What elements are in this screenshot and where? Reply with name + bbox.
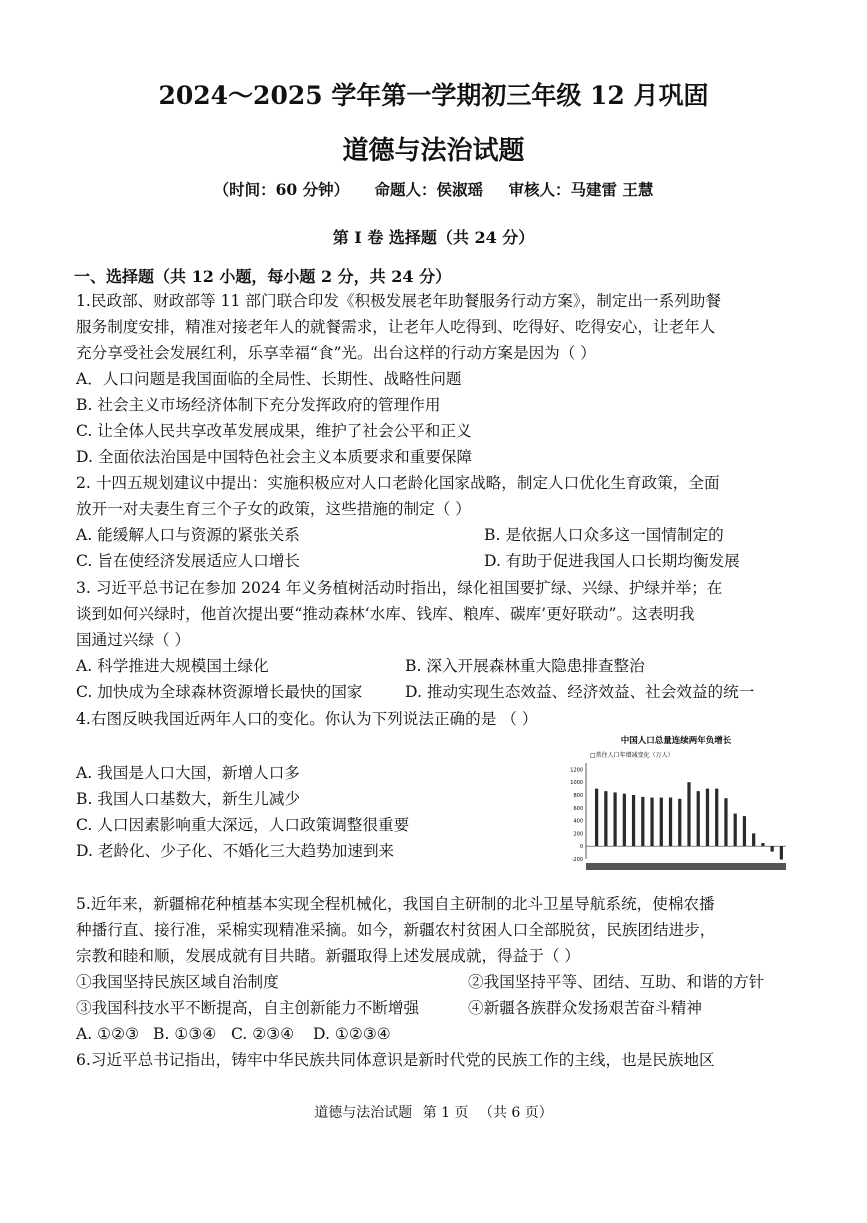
q4-stem-line: 4.右图反映我国近两年人口的变化。你认为下列说法正确的是 （ ）	[76, 710, 538, 728]
q3-option-c: C. 加快成为全球森林资源增长最快的国家	[76, 683, 363, 701]
q4-option-c: C. 人口因素影响重大深远，人口政策调整很重要	[76, 816, 410, 834]
q5-item-4: ④新疆各族群众发扬艰苦奋斗精神	[468, 999, 702, 1017]
chart-bar	[641, 797, 644, 846]
q1-stem-line: 服务制度安排，精准对接老年人的就餐需求，让老年人吃得到、吃得好、吃得安心，让老年人	[76, 318, 716, 336]
q3-option-d: D. 推动实现生态效益、经济效益、社会效益的统一	[405, 683, 755, 701]
q5-option-c: C. ②③④	[231, 1025, 295, 1043]
q3-stem-line: 谈到如何兴绿时，他首次提出要“推动森林‘水库、钱库、粮库、碳库’更好联动”。这表明我	[76, 605, 695, 623]
q5-option-a: A. ①②③	[76, 1025, 140, 1043]
chart-bar	[743, 816, 746, 846]
q3-stem-line: 国通过兴绿（ ）	[76, 631, 191, 649]
subject-title: 道德与法治试题	[342, 136, 525, 166]
chart-y-tick-label: 800	[573, 793, 583, 799]
chart-bar	[706, 789, 709, 847]
footer-subject: 道德与法治试题	[314, 1105, 413, 1121]
population-chart-svg	[560, 733, 792, 875]
q5-option-b: B. ①③④	[153, 1025, 217, 1043]
q1-stem-line: 充分享受社会发展红利，乐享幸福“食”光。出台这样的行动方案是因为（ ）	[76, 344, 596, 362]
chart-bar	[604, 791, 607, 846]
q2-option-c: C. 旨在使经济发展适应人口增长	[76, 552, 301, 570]
volume-heading: 第 I 卷 选择题（共 24 分）	[332, 228, 535, 247]
q5-option-d: D. ①②③④	[313, 1025, 391, 1043]
q4-option-b: B. 我国人口基数大，新生儿减少	[76, 790, 301, 808]
q1-option-c: C. 让全体人民共享改革发展成果，维护了社会公平和正义	[76, 422, 472, 440]
chart-bar	[771, 846, 774, 851]
chart-bar	[595, 789, 598, 847]
q5-stem-line: 5.近年来，新疆棉花种植基本实现全程机械化，我国自主研制的北斗卫星导航系统，使棉农播	[76, 895, 715, 913]
exam-reviewer: 审核人：马建雷 王慧	[508, 180, 654, 199]
chart-subtitle: □常住人口年增减变化（万人）	[590, 752, 674, 759]
chart-bar	[660, 798, 663, 847]
q4-option-a: A. 我国是人口大国，新增人口多	[76, 764, 300, 782]
exam-title: 2024～2025 学年第一学期初三年级 12 月巩固	[158, 81, 709, 110]
q1-option-d: D. 全面依法治国是中国特色社会主义本质要求和重要保障	[76, 448, 473, 466]
exam-time: （时间：60 分钟）	[213, 180, 350, 199]
chart-bar	[678, 799, 681, 846]
chart-y-tick-label: -200	[571, 857, 583, 863]
q2-option-a: A. 能缓解人口与资源的紧张关系	[76, 526, 300, 544]
chart-bar	[715, 789, 718, 847]
footer-total: （共 6 页）	[478, 1105, 553, 1121]
q3-option-a: A. 科学推进大规模国土绿化	[76, 657, 269, 675]
chart-bar	[761, 843, 764, 846]
chart-y-tick-label: 1000	[570, 780, 583, 787]
q3-stem-line: 3. 习近平总书记在参加 2024 年义务植树活动时指出，绿化祖国要扩绿、兴绿、护绿并举；在	[76, 579, 723, 597]
chart-bar	[734, 814, 737, 847]
chart-bar	[780, 846, 783, 859]
exam-author: 命题人：侯淑瑶	[374, 180, 484, 199]
chart-bar	[650, 798, 653, 847]
chart-bar	[697, 791, 700, 846]
q5-item-1: ①我国坚持民族区域自治制度	[76, 973, 279, 991]
chart-bar	[687, 782, 690, 846]
chart-y-tick-label: 0	[579, 844, 583, 851]
chart-bar	[752, 833, 755, 846]
chart-bar	[632, 795, 635, 846]
chart-x-label-band	[586, 863, 786, 870]
chart-title: 中国人口总量连续两年负增长	[620, 736, 732, 746]
chart-y-tick-label: 200	[573, 831, 583, 838]
page-footer	[0, 1102, 867, 1122]
chart-bar	[669, 798, 672, 847]
q2-stem-line: 2. 十四五规划建议中提出：实施积极应对人口老龄化国家战略，制定人口优化生育政策，全面	[76, 474, 720, 492]
chart-y-tick-label: 1200	[570, 767, 583, 774]
q5-item-2: ②我国坚持平等、团结、互助、和谐的方针	[468, 973, 765, 991]
q1-stem-line: 1.民政部、财政部等 11 部门联合印发《积极发展老年助餐服务行动方案》，制定出一系列助餐	[76, 292, 721, 310]
chart-bar	[623, 794, 626, 846]
q5-stem-line: 宗教和睦和顺，发展成就有目共睹。新疆取得上述发展成就，得益于（ ）	[76, 947, 580, 965]
q4-option-d: D. 老龄化、少子化、不婚化三大趋势加速到来	[76, 842, 395, 860]
exam-meta	[0, 178, 867, 200]
q5-item-3: ③我国科技水平不断提高，自主创新能力不断增强	[76, 999, 420, 1017]
chart-y-tick-label: 400	[573, 818, 583, 825]
q2-option-d: D. 有助于促进我国人口长期均衡发展	[484, 552, 740, 570]
chart-bar	[724, 798, 727, 846]
chart-y-tick-label: 600	[573, 805, 583, 812]
q3-option-b: B. 深入开展森林重大隐患排查整治	[405, 657, 645, 675]
q2-option-b: B. 是依据人口众多这一国情制定的	[484, 526, 724, 544]
q1-option-b: B. 社会主义市场经济体制下充分发挥政府的管理作用	[76, 396, 441, 414]
population-chart	[560, 733, 792, 875]
chart-bar	[613, 792, 616, 846]
q6-stem-line: 6.习近平总书记指出，铸牢中华民族共同体意识是新时代党的民族工作的主线，也是民族地区	[76, 1051, 715, 1069]
footer-page: 第 1 页	[422, 1105, 469, 1121]
q1-option-a: A．人口问题是我国面临的全局性、长期性、战略性问题	[76, 370, 462, 388]
q2-stem-line: 放开一对夫妻生育三个子女的政策，这些措施的制定（ ）	[76, 500, 471, 518]
section-heading: 一、选择题（共 12 小题，每小题 2 分，共 24 分）	[74, 267, 452, 286]
q5-stem-line: 种播行直、接行准，采棉实现精准采摘。如今，新疆农村贫困人口全部脱贫，民族团结进步，	[76, 921, 716, 939]
